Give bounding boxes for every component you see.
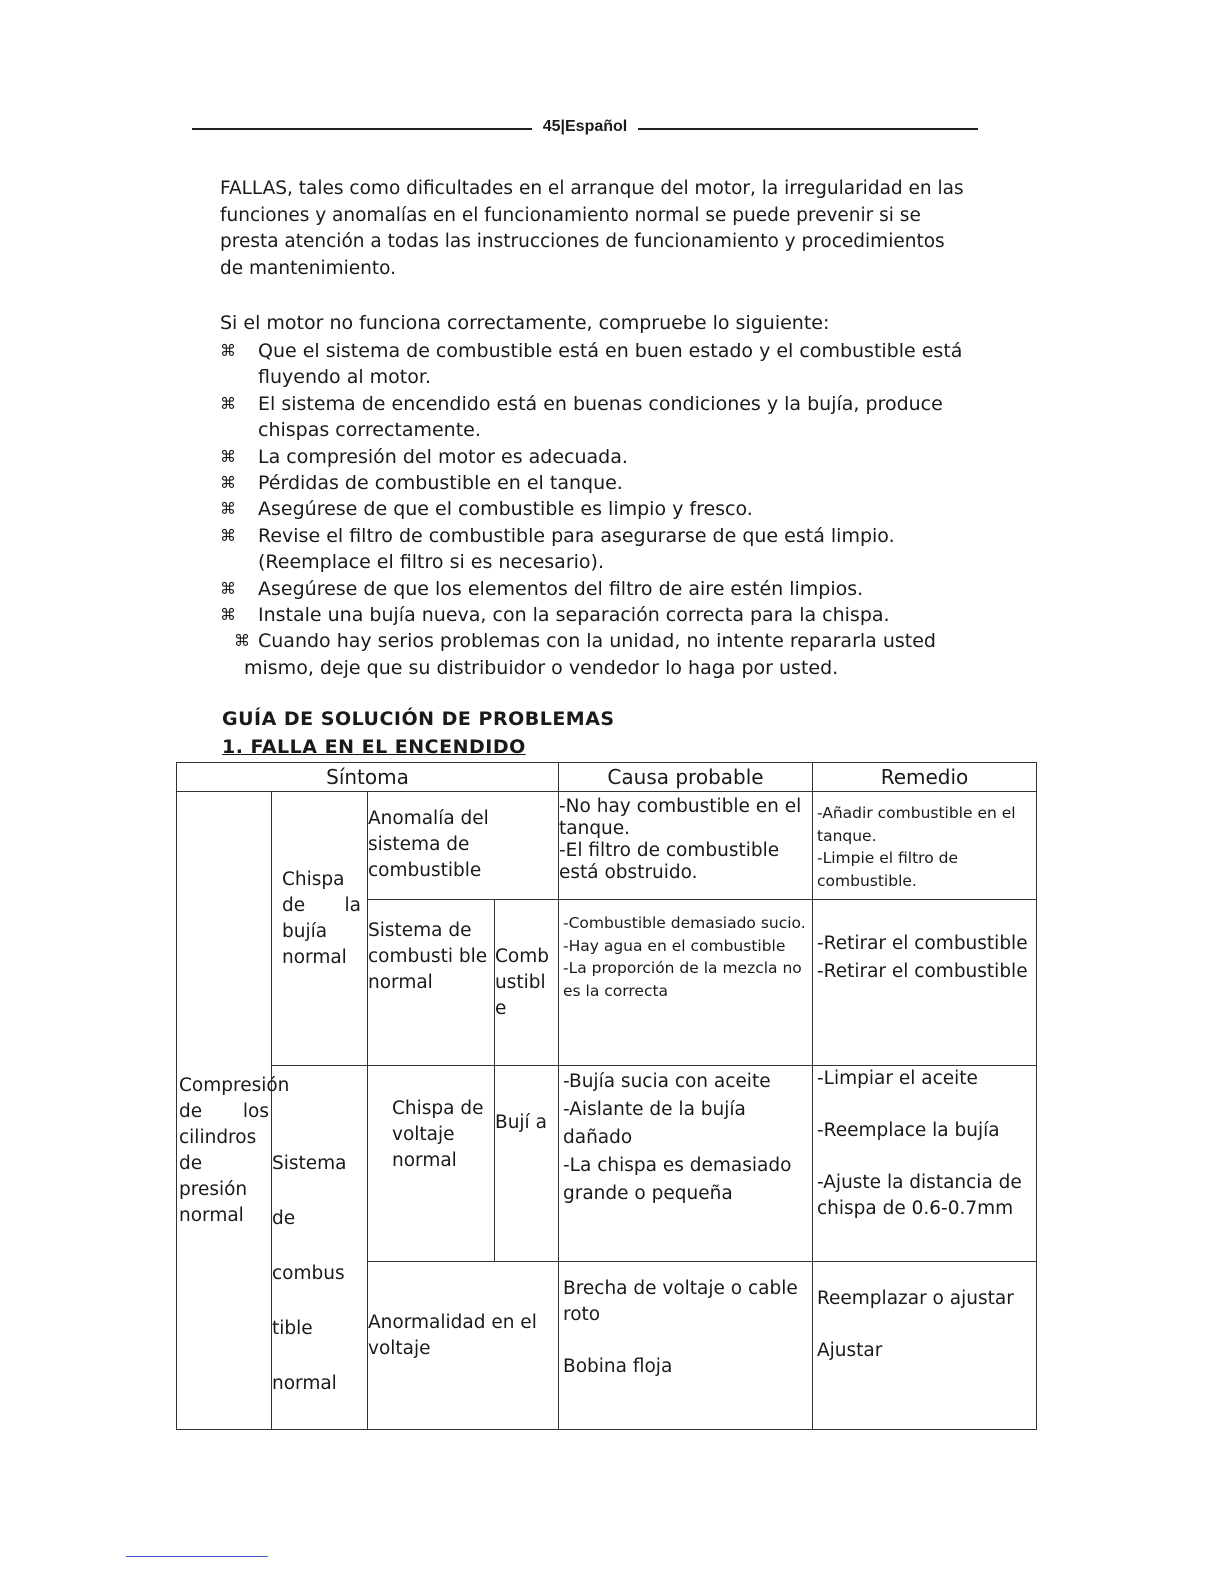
header-rule-right bbox=[638, 128, 978, 130]
compression-cell: Compresión de los cilindros de presión normal bbox=[177, 792, 272, 1430]
row2-cause-cell: -Combustible demasiado sucio. -Hay agua en el combustible -La proporción de la mezcla no es la correcta bbox=[559, 900, 813, 1066]
header-remedy: Remedio bbox=[813, 763, 1037, 792]
group1-label-cell: Chispa de la bujía normal bbox=[272, 792, 368, 1066]
checklist bbox=[220, 338, 990, 681]
checklist-item: ⌘ Instale una bujía nueva, con la separación correcta para la chispa. bbox=[220, 602, 990, 628]
checklist-item: ⌘ Cuando hay serios problemas con la unidad, no intente repararla usted mismo, deje que su distribuidor o vendedor lo haga por usted. bbox=[220, 628, 990, 681]
header-cause: Causa probable bbox=[559, 763, 813, 792]
troubleshooting-table bbox=[176, 762, 1037, 1430]
row2-system-cell: Sistema de combusti ble normal bbox=[368, 900, 495, 1066]
header-rule-left bbox=[192, 128, 532, 130]
table-header-row bbox=[177, 763, 1037, 792]
command-icon: ⌘ bbox=[220, 446, 236, 466]
header-symptom: Síntoma bbox=[177, 763, 559, 792]
table-row bbox=[177, 1066, 1037, 1262]
row1-remedy-cell: -Añadir combustible en el tanque. -Limpie el filtro de combustible. bbox=[813, 792, 1037, 900]
checklist-item: ⌘ El sistema de encendido está en buenas condiciones y la bujía, produce chispas correctamente. bbox=[220, 392, 943, 442]
row3-component-cell: Bují a bbox=[495, 1066, 559, 1262]
row4-cause-cell: Brecha de voltaje o cable roto Bobina floja bbox=[559, 1262, 813, 1430]
command-icon: ⌘ bbox=[220, 578, 236, 598]
group2-label-cell: Sistema de combus tible normal bbox=[272, 1066, 368, 1430]
row3-system-cell: Chispa de voltaje normal bbox=[368, 1066, 495, 1262]
page-header bbox=[192, 118, 978, 138]
checklist-title: Si el motor no funciona correctamente, compruebe lo siguiente: bbox=[220, 312, 830, 334]
page-number-label: 45|Español bbox=[542, 118, 628, 135]
subsection-title: 1. FALLA EN EL ENCENDIDO bbox=[222, 736, 526, 758]
section-title: GUÍA DE SOLUCIÓN DE PROBLEMAS bbox=[222, 708, 615, 730]
command-icon: ⌘ bbox=[220, 525, 236, 545]
row4-remedy-cell: Reemplazar o ajustar Ajustar bbox=[813, 1262, 1037, 1430]
footnote-rule bbox=[126, 1556, 268, 1557]
row3-cause-cell: -Bujía sucia con aceite -Aislante de la bujía dañado -La chispa es demasiado grande o pequeña bbox=[559, 1066, 813, 1262]
command-icon: ⌘ bbox=[220, 605, 236, 625]
table-row bbox=[177, 792, 1037, 900]
checklist-item: ⌘ Que el sistema de combustible está en buen estado y el combustible está fluyendo al motor. bbox=[220, 340, 963, 389]
row1-cause-cell: -No hay combustible en el tanque. -El filtro de combustible está obstruido. bbox=[559, 792, 813, 900]
checklist-item: ⌘ Pérdidas de combustible en el tanque. bbox=[220, 470, 990, 496]
row2-remedy-cell: -Retirar el combustible -Retirar el combustible bbox=[813, 900, 1037, 1066]
row2-component-cell: Comb ustibl e bbox=[495, 900, 559, 1066]
row3-remedy-cell: -Limpiar el aceite -Reemplace la bujía -Ajuste la distancia de chispa de 0.6-0.7mm bbox=[813, 1066, 1037, 1262]
intro-paragraph: FALLAS, tales como dificultades en el arranque del motor, la irregularidad en las funciones y anomalías en el funcionamiento normal se puede prevenir si se presta atención a todas las instrucciones de funcionamiento y procedimientos de mantenimiento. bbox=[220, 178, 964, 279]
checklist-item: ⌘ Asegúrese de que el combustible es limpio y fresco. bbox=[220, 496, 990, 522]
command-icon: ⌘ bbox=[220, 341, 236, 360]
checklist-item: ⌘ Asegúrese de que los elementos del filtro de aire estén limpios. bbox=[220, 576, 990, 602]
checklist-item: ⌘ La compresión del motor es adecuada. bbox=[220, 444, 990, 470]
checklist-item: ⌘ Revise el filtro de combustible para asegurarse de que está limpio. (Reemplace el filtro si es necesario). bbox=[220, 524, 895, 574]
row1-system-cell: Anomalía del sistema de combustible bbox=[368, 792, 559, 900]
command-icon: ⌘ bbox=[220, 499, 236, 519]
command-icon: ⌘ bbox=[234, 631, 250, 651]
row4-system-cell: Anormalidad en el voltaje bbox=[368, 1262, 559, 1430]
command-icon: ⌘ bbox=[220, 393, 236, 413]
command-icon: ⌘ bbox=[220, 473, 236, 493]
